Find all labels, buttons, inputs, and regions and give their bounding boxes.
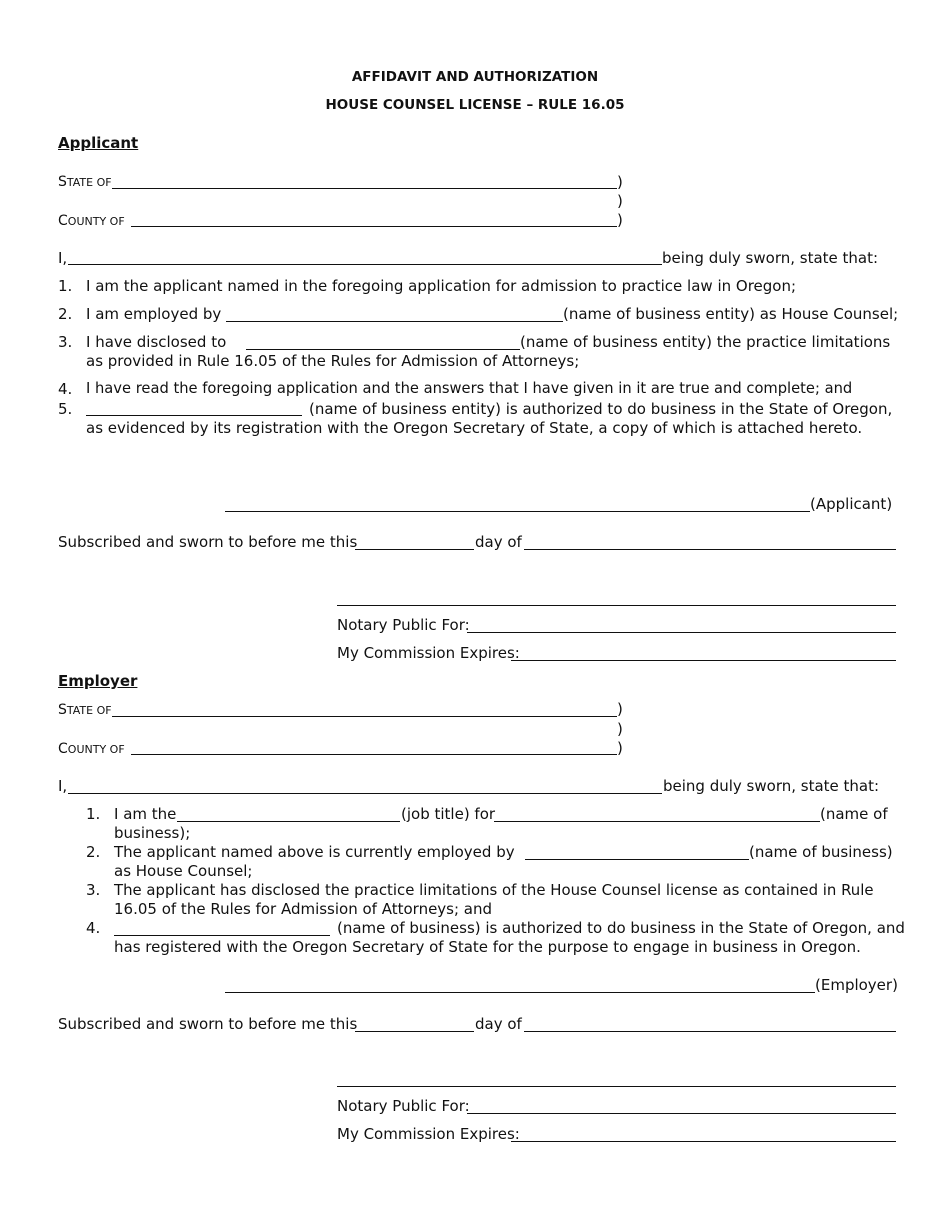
commission-expires-field[interactable] [511, 660, 896, 661]
applicant-signature-field[interactable] [225, 511, 810, 512]
applicant-state-field[interactable] [112, 188, 617, 189]
list-item-text: as provided in Rule 16.05 of the Rules for Admission of Attorneys; [86, 352, 580, 370]
applicant-heading: Applicant [58, 134, 139, 152]
employer-i-label: I, [58, 777, 68, 795]
list-item-text: has registered with the Oregon Secretary of State for the purpose to engage in business in Oregon. [114, 938, 861, 956]
notary-signature-field[interactable] [337, 1086, 896, 1087]
employer-county-label: COUNTY OF [58, 741, 125, 757]
commission-label: My Commission Expires: [337, 1125, 520, 1143]
day-of-text: day of [475, 533, 522, 551]
list-item: I am the applicant named in the foregoing application for admission to practice law in Oregon; [86, 277, 797, 295]
list-item: I have read the foregoing application and the answers that I have given in it are true and complete; and [86, 380, 853, 397]
employer-signature-label: (Employer) [815, 976, 898, 994]
list-item-text: (name of business entity) the practice limitations [520, 333, 891, 351]
list-item-text: as House Counsel; [114, 862, 253, 880]
authorized-entity-field[interactable] [86, 415, 302, 416]
list-number: 3. [86, 881, 101, 899]
notary-state-field[interactable] [467, 1113, 896, 1114]
list-item-text: I have disclosed to [86, 333, 227, 351]
authorized-business-field[interactable] [114, 935, 330, 936]
month-field[interactable] [524, 1031, 896, 1032]
paren: ) [617, 211, 623, 229]
list-number: 1. [86, 805, 101, 823]
subscribed-text: Subscribed and sworn to before me this [58, 1015, 358, 1033]
employer-rep-name-field[interactable] [68, 793, 662, 794]
list-item-text: The applicant has disclosed the practice limitations of the House Counsel license as contained in Rule [114, 881, 874, 899]
list-item-text: I am the [114, 805, 177, 823]
commission-label: My Commission Expires: [337, 644, 520, 662]
day-field[interactable] [355, 1031, 474, 1032]
list-item-text: (name of business entity) as House Counsel; [563, 305, 899, 323]
day-field[interactable] [355, 549, 474, 550]
employer-name-field[interactable] [226, 321, 563, 322]
employer-county-field[interactable] [131, 754, 617, 755]
employing-business-field[interactable] [525, 859, 749, 860]
employer-state-field[interactable] [112, 716, 617, 717]
applicant-signature-label: (Applicant) [810, 495, 893, 513]
list-item-text: 16.05 of the Rules for Admission of Attorneys; and [114, 900, 493, 918]
day-of-text: day of [475, 1015, 522, 1033]
applicant-i-label: I, [58, 249, 68, 267]
employer-state-label: STATE OF [58, 702, 112, 718]
list-item-text: as evidenced by its registration with the Oregon Secretary of State, a copy of which is attached hereto. [86, 419, 863, 437]
paren: ) [617, 720, 623, 738]
notary-label: Notary Public For: [337, 1097, 470, 1115]
job-title-field[interactable] [177, 821, 400, 822]
list-number: 3. [58, 333, 73, 351]
applicant-county-field[interactable] [131, 226, 617, 227]
applicant-name-field[interactable] [68, 264, 662, 265]
list-item-text: (name of business entity) is authorized to do business in the State of Oregon, [309, 400, 893, 418]
list-item-text: (job title) for [401, 805, 496, 823]
list-number: 1. [58, 277, 73, 295]
list-number: 4. [58, 380, 73, 398]
list-item-text: (name of business) is authorized to do business in the State of Oregon, and [337, 919, 905, 937]
notary-state-field[interactable] [467, 632, 896, 633]
document-subtitle: HOUSE COUNSEL LICENSE – RULE 16.05 [325, 97, 625, 113]
list-item-text: business); [114, 824, 191, 842]
paren: ) [617, 700, 623, 718]
employer-heading: Employer [58, 672, 138, 690]
applicant-state-label: STATE OF [58, 174, 112, 190]
applicant-sworn-text: being duly sworn, state that: [662, 249, 879, 267]
list-item-text: I am employed by [86, 305, 222, 323]
applicant-county-label: COUNTY OF [58, 213, 125, 229]
business-name-field[interactable] [494, 821, 820, 822]
notary-label: Notary Public For: [337, 616, 470, 634]
list-number: 5. [58, 400, 73, 418]
employer-sworn-text: being duly sworn, state that: [663, 777, 880, 795]
disclosed-entity-field[interactable] [246, 349, 520, 350]
list-item-text: (name of [820, 805, 888, 823]
list-item-text: (name of business) [749, 843, 893, 861]
commission-expires-field[interactable] [511, 1141, 896, 1142]
employer-signature-field[interactable] [225, 992, 815, 993]
notary-signature-field[interactable] [337, 605, 896, 606]
document-title: AFFIDAVIT AND AUTHORIZATION [351, 69, 599, 85]
subscribed-text: Subscribed and sworn to before me this [58, 533, 358, 551]
list-number: 2. [86, 843, 101, 861]
list-number: 2. [58, 305, 73, 323]
paren: ) [617, 739, 623, 757]
list-item-text: The applicant named above is currently employed by [114, 843, 515, 861]
paren: ) [617, 192, 623, 210]
month-field[interactable] [524, 549, 896, 550]
paren: ) [617, 173, 623, 191]
list-number: 4. [86, 919, 101, 937]
